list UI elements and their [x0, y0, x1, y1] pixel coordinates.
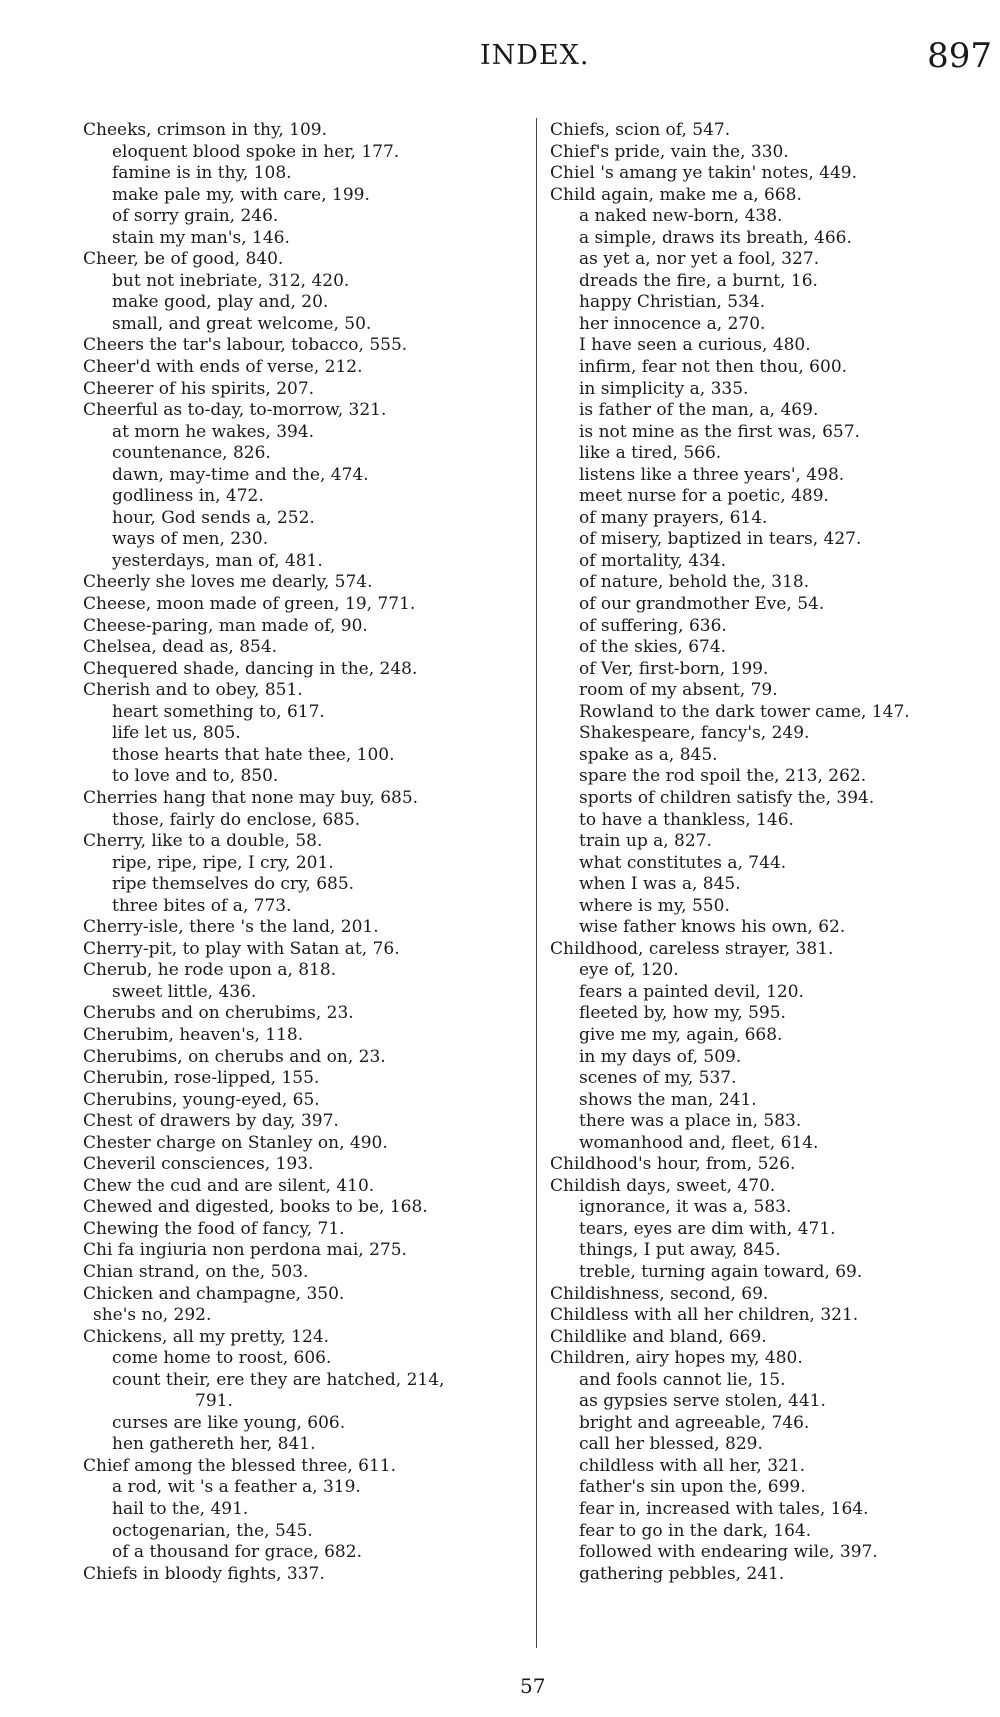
index-subentry: those, fairly do enclose, 685.	[112, 809, 361, 830]
index-subentry: godliness in, 472.	[112, 486, 264, 507]
index-subentry: dreads the fire, a burnt, 16.	[579, 270, 818, 291]
index-subentry: of a thousand for grace, 682.	[112, 1542, 362, 1563]
index-entry: Childlike and bland, 669.	[550, 1326, 767, 1347]
index-subentry: come home to roost, 606.	[112, 1348, 332, 1369]
index-subentry: famine is in thy, 108.	[112, 163, 292, 184]
index-subentry: of Ver, first-born, 199.	[579, 658, 769, 679]
index-entry: Cheer, be of good, 840.	[83, 249, 284, 270]
index-subentry: hail to the, 491.	[112, 1499, 249, 1519]
index-subentry: train up a, 827.	[579, 831, 712, 852]
index-subentry: hour, God sends a, 252.	[112, 507, 315, 528]
index-subentry: a rod, wit 's a feather a, 319.	[112, 1477, 361, 1498]
index-subentry: gathering pebbles, 241.	[579, 1563, 785, 1584]
index-entry: Chian strand, on the, 503.	[83, 1261, 309, 1282]
index-entry: Cherry-isle, there 's the land, 201.	[83, 917, 379, 938]
index-entry: Cherries hang that none may buy, 685.	[83, 787, 419, 808]
index-subentry: to love and to, 850.	[112, 766, 279, 787]
index-subentry: in simplicity a, 335.	[579, 378, 749, 399]
index-subentry: make good, play and, 20.	[112, 292, 329, 313]
index-subentry: of many prayers, 614.	[579, 507, 768, 528]
index-entry: Cheerly she loves me dearly, 574.	[83, 572, 373, 593]
index-subentry: what constitutes a, 744.	[579, 852, 787, 873]
index-subentry: of mortality, 434.	[579, 550, 727, 571]
index-subentry: wise father knows his own, 62.	[579, 917, 846, 938]
index-entry: Childless with all her children, 321.	[550, 1305, 859, 1326]
index-subentry: of misery, baptized in tears, 427.	[579, 529, 862, 550]
index-subentry: treble, turning again toward, 69.	[579, 1261, 863, 1282]
index-subentry: count their, ere they are hatched, 214,	[112, 1369, 445, 1390]
index-entry: Cherubim, heaven's, 118.	[83, 1024, 304, 1045]
index-subentry: scenes of my, 537.	[579, 1068, 737, 1089]
index-subentry: things, I put away, 845.	[579, 1240, 781, 1261]
index-entry: Cherub, he rode upon a, 818.	[83, 960, 337, 981]
index-subentry: fear to go in the dark, 164.	[579, 1520, 812, 1541]
index-subentry: countenance, 826.	[112, 443, 271, 464]
index-subentry: as yet a, nor yet a fool, 327.	[579, 249, 820, 270]
index-column-right	[550, 120, 995, 1585]
index-subentry: I have seen a curious, 480.	[579, 335, 811, 356]
index-entry: Chest of drawers by day, 397.	[83, 1111, 339, 1132]
index-subentry: to have a thankless, 146.	[579, 809, 794, 830]
index-subentry: meet nurse for a poetic, 489.	[579, 486, 829, 507]
page-title: INDEX.	[480, 40, 590, 71]
index-subentry: eloquent blood spoke in her, 177.	[112, 141, 400, 162]
index-subentry: happy Christian, 534.	[579, 292, 766, 313]
index-entry: Cherubin, rose-lipped, 155.	[83, 1068, 320, 1089]
index-subentry: shows the man, 241.	[579, 1089, 757, 1110]
column-divider	[536, 118, 537, 1648]
index-subentry: at morn he wakes, 394.	[112, 421, 315, 442]
page-header	[0, 36, 1000, 76]
index-subentry: those hearts that hate thee, 100.	[112, 744, 395, 765]
index-entry: Cheers the tar's labour, tobacco, 555.	[83, 335, 408, 356]
index-subentry: yesterdays, man of, 481.	[112, 550, 323, 571]
index-subentry: 791.	[195, 1391, 233, 1412]
index-entry: Cherubims, on cherubs and on, 23.	[83, 1046, 386, 1067]
index-entry: Cheese, moon made of green, 19, 771.	[83, 594, 416, 615]
index-entry: Chief's pride, vain the, 330.	[550, 141, 789, 162]
index-subentry: eye of, 120.	[579, 960, 679, 981]
index-entry: Chi fa ingiuria non perdona mai, 275.	[83, 1240, 407, 1261]
index-entry: Cherubs and on cherubims, 23.	[83, 1003, 354, 1024]
index-subentry: a simple, draws its breath, 466.	[579, 227, 852, 248]
index-entry: Cherry, like to a double, 58.	[83, 831, 323, 852]
index-subentry: infirm, fear not then thou, 600.	[579, 357, 848, 378]
index-subentry: of suffering, 636.	[579, 615, 727, 636]
index-subentry: there was a place in, 583.	[579, 1111, 802, 1132]
index-entry: Chelsea, dead as, 854.	[83, 637, 278, 658]
index-subentry: as gypsies serve stolen, 441.	[579, 1391, 826, 1412]
index-entry: Cheveril consciences, 193.	[83, 1154, 314, 1175]
index-subentry: and fools cannot lie, 15.	[579, 1369, 786, 1390]
index-entry: Childhood's hour, from, 526.	[550, 1154, 796, 1175]
index-entry: Chewing the food of fancy, 71.	[83, 1218, 345, 1239]
index-entry: Chequered shade, dancing in the, 248.	[83, 658, 418, 679]
index-entry: Chew the cud and are silent, 410.	[83, 1175, 375, 1196]
index-entry: Chiel 's amang ye takin' notes, 449.	[550, 163, 857, 184]
index-subentry: where is my, 550.	[579, 895, 730, 916]
index-subentry: ripe themselves do cry, 685.	[112, 874, 355, 895]
index-entry: Children, airy hopes my, 480.	[550, 1348, 803, 1369]
index-subentry: womanhood and, fleet, 614.	[579, 1132, 819, 1153]
index-subentry: small, and great welcome, 50.	[112, 313, 372, 334]
page-number: 897	[927, 36, 992, 76]
index-entry: Chief among the blessed three, 611.	[83, 1455, 396, 1476]
index-subentry: spare the rod spoil the, 213, 262.	[579, 766, 867, 787]
index-subentry: sweet little, 436.	[112, 981, 257, 1002]
index-subentry: of the skies, 674.	[579, 637, 727, 658]
index-entry: Cherish and to obey, 851.	[83, 680, 303, 701]
index-entry: Chewed and digested, books to be, 168.	[83, 1197, 428, 1218]
index-entry: Childishness, second, 69.	[550, 1283, 769, 1304]
index-subentry: bright and agreeable, 746.	[579, 1412, 810, 1433]
index-entry: Cheer'd with ends of verse, 212.	[83, 357, 363, 378]
index-subentry: of nature, behold the, 318.	[579, 572, 810, 593]
index-subentry: spake as a, 845.	[579, 744, 718, 765]
index-subentry: octogenarian, the, 545.	[112, 1520, 313, 1541]
index-subentry: hen gathereth her, 841.	[112, 1434, 316, 1455]
index-subentry: a naked new-born, 438.	[579, 206, 783, 227]
index-subentry: father's sin upon the, 699.	[579, 1477, 806, 1498]
index-subentry: in my days of, 509.	[579, 1046, 742, 1067]
index-subentry: Rowland to the dark tower came, 147.	[579, 701, 910, 722]
index-subentry: ways of men, 230.	[112, 529, 269, 550]
index-subentry: fleeted by, how my, 595.	[579, 1003, 786, 1024]
index-subentry: give me my, again, 668.	[579, 1024, 783, 1045]
index-subentry: room of my absent, 79.	[579, 680, 778, 701]
index-subentry: is not mine as the first was, 657.	[579, 421, 860, 442]
index-subentry: her innocence a, 270.	[579, 313, 766, 334]
index-subentry: is father of the man, a, 469.	[579, 400, 819, 421]
index-subentry: sports of children satisfy the, 394.	[579, 787, 875, 808]
index-subentry: stain my man's, 146.	[112, 227, 290, 248]
index-entry: Cheerful as to-day, to-morrow, 321.	[83, 400, 387, 421]
signature-mark: 57	[520, 1674, 546, 1698]
index-subentry: Shakespeare, fancy's, 249.	[579, 723, 810, 744]
index-subentry: but not inebriate, 312, 420.	[112, 270, 350, 291]
index-subentry: make pale my, with care, 199.	[112, 184, 370, 205]
index-entry: Chickens, all my pretty, 124.	[83, 1326, 330, 1347]
index-subentry: listens like a three years', 498.	[579, 464, 845, 485]
index-subentry: heart something to, 617.	[112, 701, 325, 722]
index-entry: Chicken and champagne, 350.	[83, 1283, 345, 1304]
index-entry: Chiefs, scion of, 547.	[550, 120, 731, 140]
index-entry: Childish days, sweet, 470.	[550, 1175, 776, 1196]
index-subentry: like a tired, 566.	[579, 443, 722, 464]
index-subentry: dawn, may-time and the, 474.	[112, 464, 369, 485]
index-entry: Childhood, careless strayer, 381.	[550, 938, 834, 959]
index-entry: Chiefs in bloody fights, 337.	[83, 1563, 325, 1584]
index-subentry: ripe, ripe, ripe, I cry, 201.	[112, 852, 334, 873]
index-entry: Cherubins, young-eyed, 65.	[83, 1089, 320, 1110]
index-entry: Cheeks, crimson in thy, 109.	[83, 120, 328, 140]
index-subentry: life let us, 805.	[112, 723, 241, 744]
index-subentry: fears a painted devil, 120.	[579, 981, 804, 1002]
index-entry: Child again, make me a, 668.	[550, 184, 802, 205]
index-subentry: when I was a, 845.	[579, 874, 741, 895]
index-subentry: three bites of a, 773.	[112, 895, 292, 916]
index-subentry: tears, eyes are dim with, 471.	[579, 1218, 836, 1239]
index-subentry: ignorance, it was a, 583.	[579, 1197, 792, 1218]
index-column-left	[83, 120, 513, 1585]
index-entry: Chester charge on Stanley on, 490.	[83, 1132, 388, 1153]
index-entry: Cherry-pit, to play with Satan at, 76.	[83, 938, 400, 959]
index-entry: Cheese-paring, man made of, 90.	[83, 615, 368, 636]
index-subentry: fear in, increased with tales, 164.	[579, 1499, 869, 1519]
index-subentry: of sorry grain, 246.	[112, 206, 279, 227]
index-subentry: she's no, 292.	[93, 1305, 212, 1326]
index-subentry: curses are like young, 606.	[112, 1412, 346, 1433]
index-subentry: childless with all her, 321.	[579, 1455, 806, 1476]
index-entry: Cheerer of his spirits, 207.	[83, 378, 315, 399]
index-subentry: of our grandmother Eve, 54.	[579, 594, 825, 615]
index-subentry: followed with endearing wile, 397.	[579, 1542, 878, 1563]
index-subentry: call her blessed, 829.	[579, 1434, 763, 1455]
